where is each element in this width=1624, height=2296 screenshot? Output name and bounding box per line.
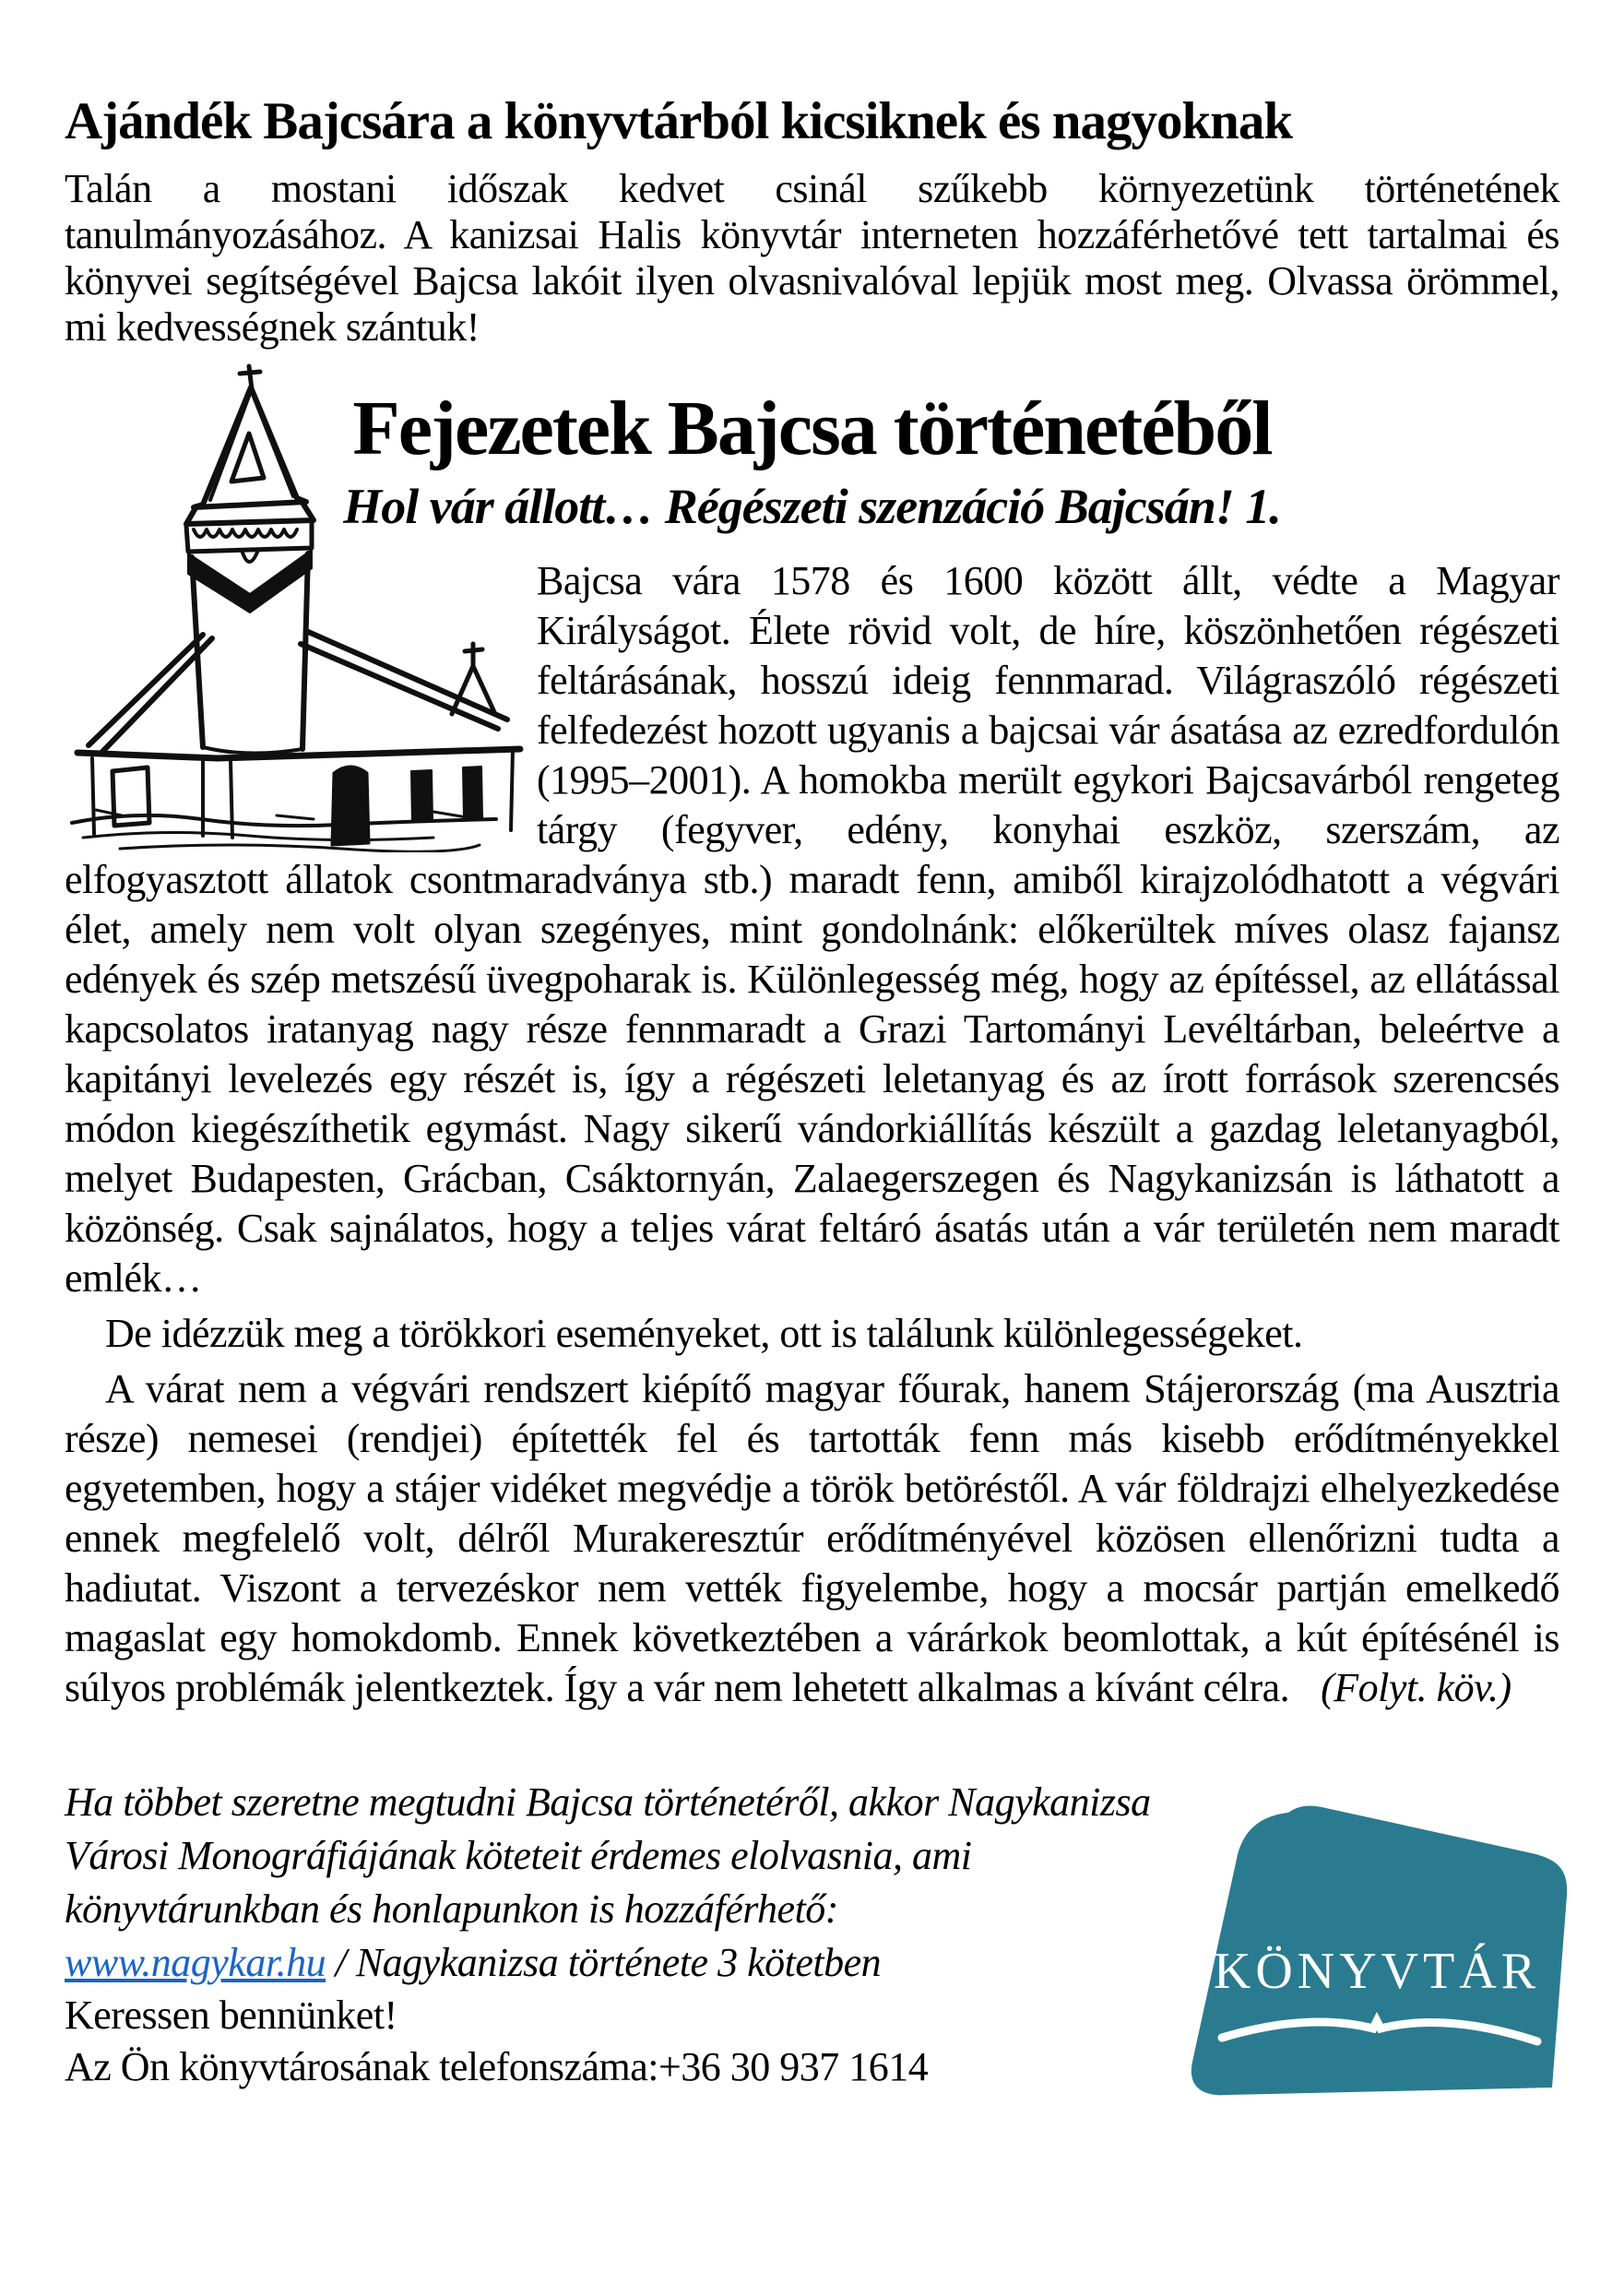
intro-paragraph: Talán a mostani időszak kedvet csinál szűkebb környezetünk történetének tanulmányozásához. A kanizsai Halis könyvtár interneten hozzáférhetővé tett tartalmai és könyvei segítségével Bajcsa lakóit ilyen olvasnivalóval lepjük most meg. Olvassa örömmel, mi kedvességnek szántuk! — [65, 165, 1559, 350]
library-logo — [1170, 1792, 1569, 2099]
article-section — [65, 387, 1559, 1714]
footer-section — [65, 1776, 1559, 2093]
footer-phone: Az Ön könyvtárosának telefonszáma:+36 30 937 1614 — [65, 2044, 929, 2090]
footer-find-us: Keressen bennünket! — [65, 1993, 397, 2039]
link-suffix: / Nagykanizsa története 3 kötetben — [326, 1940, 882, 1986]
logo-text: KÖNYVTÁR — [1213, 1943, 1541, 2001]
article-paragraph-1: Bajcsa vára 1578 és 1600 között állt, védte a Magyar Királyságot. Élete rövid volt, de híre, köszönhetően régészeti feltárásának, hosszú ideig fennmarad. Világraszóló régészeti felfedezést hozott ugyanis a bajcsai vár ásatása az ezredfordulón (1995–2001). A homokba merült egykori Bajcsavárból rengeteg tárgy (fegyver, edény, konyhai eszköz, szerszám, az elfogyasztott állatok csontmaradványa stb.) maradt fenn, amiből kirajzolódhatott a végvári élet, amely nem volt olyan szegényes, mint gondolnánk: előkerültek míves olasz fajansz edények és szép metszésű üvegpoharak is. Különlegesség még, hogy az építéssel, az ellátással kapcsolatos iratanyag nagy része fennmaradt a Grazi Tartományi Levéltárban, beleértve a kapitányi levelezés egy részét is, így a régészeti leletanyag és az írott források szerencsés módon kiegészíthetik egymást. Nagy sikerű vándorkiállítás készült a gazdag leletanyagból, melyet Budapesten, Grácban, Csáktornyán, Zalaegerszegen és Nagykanizsán is láthatott a közönség. Csak sajnálatos, hogy a teljes várat feltáró ásatás után a vár területén nem maradt emlék… — [65, 558, 1559, 1302]
article-paragraph-3: A várat nem a végvári rendszert kiépítő magyar főurak, hanem Stájerország (ma Ausztria része) nemesei (rendjei) építették fel és tartották fenn más kisebb erődítményekkel egyetemben, hogy a stájer vidéket megvédje a török betöréstől. A vár földrajzi elhelyezkedése ennek megfelelő volt, délről Murakeresztúr erődítményével közösen ellenőrizni tudta a hadiutat. Viszont a tervezéskor nem vették figyelembe, hogy a mocsár partján emelkedő magaslat egy homokdomb. Ennek következtében a várárkok beomlottak, a kút építésénél is súlyos problémák jelentkeztek. Így a vár nem lehetett alkalmas a kívánt célra. (Folyt. köv.) — [65, 1366, 1559, 1711]
text-wrap-spacer — [65, 556, 537, 840]
website-link[interactable]: www.nagykar.hu — [65, 1940, 326, 1986]
article-subheading: Hol vár állott… Régészeti szenzáció Bajcsán! 1. — [343, 478, 1281, 534]
continuation-note: (Folyt. köv.) — [1321, 1665, 1511, 1711]
article-paragraph-2: De idézzük meg a törökkori eseményeket, ott is találunk különlegességeket. — [105, 1311, 1303, 1357]
page-title: Ajándék Bajcsára a könyvtárból kicsiknek és nagyoknak — [65, 92, 1293, 150]
article-heading: Fejezetek Bajcsa történetéből — [352, 385, 1272, 471]
footer-italic-text: Ha többet szeretne megtudni Bajcsa történetéről, akkor Nagykanizsa Városi Monográfiájának köteteit érdemes elolvasnia, ami könyvtárunkban és honlapunkon is hozzáférhető: — [65, 1779, 1151, 1933]
